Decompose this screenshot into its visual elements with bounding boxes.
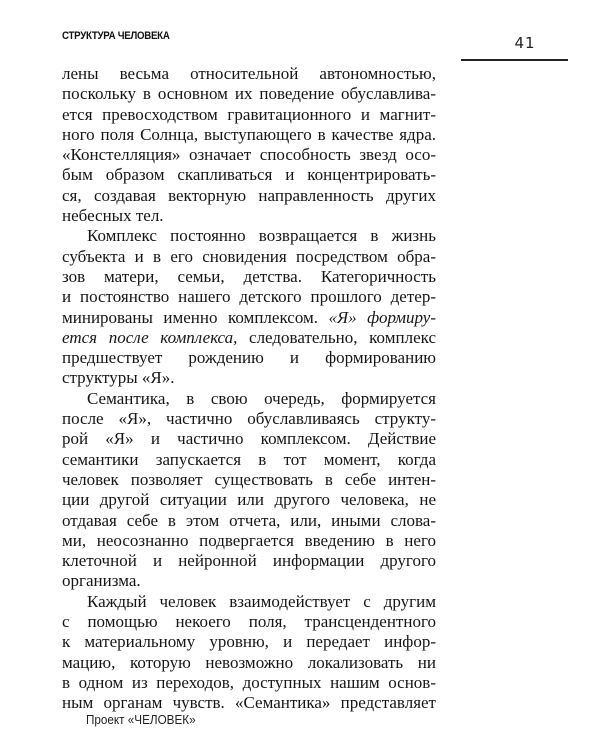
text-line: бым образом скапливаться и концентрировать- <box>62 165 436 185</box>
text-line: организма. <box>62 571 141 591</box>
text-line: небесных тел. <box>62 206 164 226</box>
text-line: поскольку в основном их поведение обуславлива- <box>62 84 436 104</box>
paragraph-first-line: Каждый человек взаимодействует с другим <box>87 591 436 611</box>
text-line: и постоянство нашего детского прошлого детер- <box>62 287 436 307</box>
text-line <box>62 328 436 348</box>
text-line: клеточной и нейронной информации другого <box>62 551 436 571</box>
italic-emphasis: «Я» формиру- <box>328 307 436 327</box>
running-head-title: СТРУКТУРА ЧЕЛОВЕКА <box>62 30 170 42</box>
text-line: рой «Я» и частично комплексом. Действие <box>62 429 436 449</box>
text-line: мацию, которую невозможно локализовать ни <box>62 652 436 672</box>
text-line: «Констелляция» означает способность звезд осо- <box>62 145 436 165</box>
text-line: человек позволяет существовать в себе интен- <box>62 469 436 489</box>
text-line: лены весьма относительной автономностью, <box>62 64 436 83</box>
italic-emphasis: ется после комплекса, <box>62 327 238 347</box>
text-line <box>62 308 436 328</box>
text-line: к материальному уровню, и передает инфор- <box>62 632 436 652</box>
text-segment: минированы именно комплексом. <box>62 307 319 327</box>
text-line: в одном из переходов, доступных нашим основ- <box>62 672 436 692</box>
text-line: после «Я», частично обуславливаясь структу- <box>62 409 436 429</box>
text-segment: следовательно, комплекс <box>249 327 436 347</box>
text-line: ного поля Солнца, выступающего в качестве ядра. <box>62 124 436 144</box>
text-line: ции другой ситуации или другого человека, не <box>62 490 436 510</box>
footer-project-label: Проект «ЧЕЛОВЕК» <box>86 712 196 727</box>
text-line: ся, создавая векторную направленность других <box>62 185 436 205</box>
text-line: с помощью некоего поля, трансцендентного <box>62 612 436 632</box>
text-line: ным органам чувств. «Семантика» представляет <box>62 693 436 713</box>
text-line: ми, неосознанно подвергается введению в него <box>62 530 436 550</box>
text-line: структуры «Я». <box>62 368 175 388</box>
paragraph-first-line: Комплекс постоянно возвращается в жизнь <box>87 226 436 246</box>
text-line: отдавая себе в этом отчета, или, иными слова- <box>62 510 436 530</box>
text-line: предшествует рождению и формированию <box>62 348 436 368</box>
body-text <box>62 64 436 714</box>
page-number-rule <box>461 59 568 61</box>
page-number: 41 <box>514 34 536 52</box>
text-line: ется превосходством гравитационного и магнит- <box>62 104 436 124</box>
text-line: субъекта и в его сновидения посредством обра- <box>62 246 436 266</box>
text-line: семантики запускается в тот момент, когда <box>62 449 436 469</box>
text-line: зов матери, семьи, детства. Категоричность <box>62 266 436 286</box>
paragraph-first-line: Семантика, в свою очередь, формируется <box>87 388 436 408</box>
